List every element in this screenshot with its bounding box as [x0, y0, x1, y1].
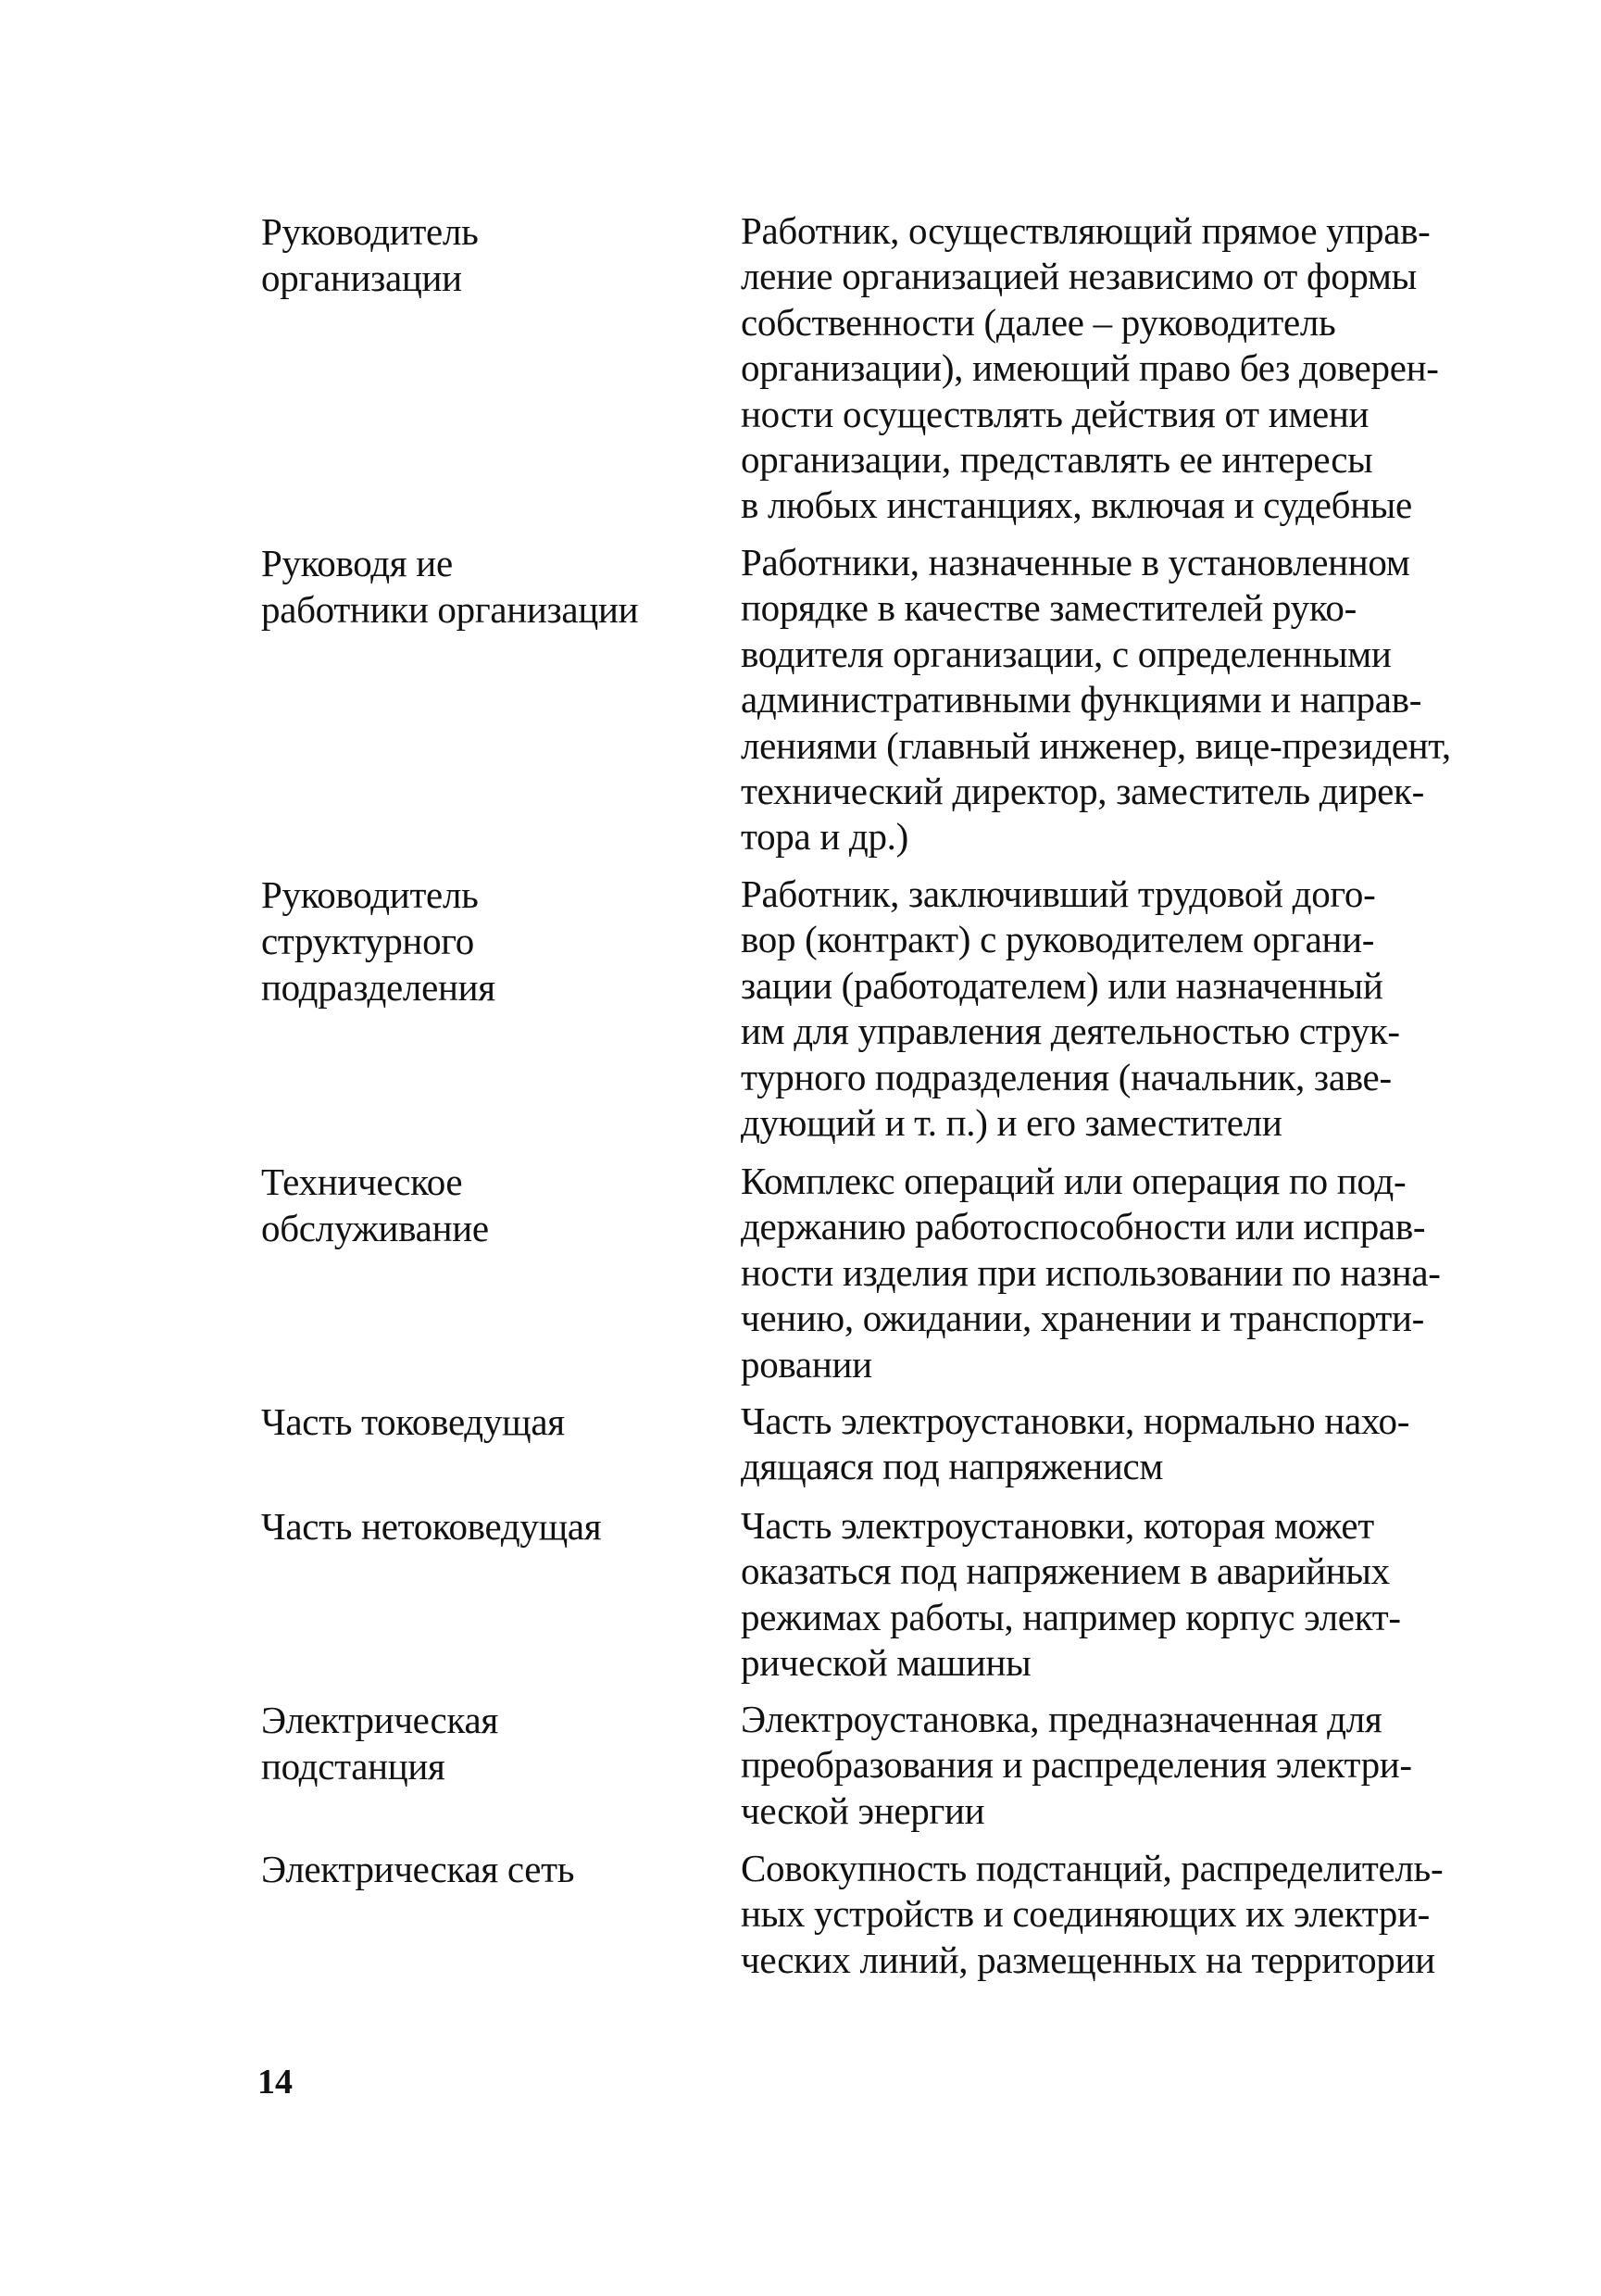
entry-term: Электрическая подстанция	[261, 1699, 498, 1788]
entry-term: Электрическая сеть	[261, 1848, 575, 1890]
entry-definition: Работник, осуществляющий прямое управ- ление организацией независимо от формы собственности (далее – руководитель организации), имеющий право без доверен- ности осуществлять действия от имени организации, представлять ее интересы в любых инстанциях, включая и судебные	[741, 209, 1439, 527]
entry-term: Часть токоведущая	[261, 1400, 565, 1443]
entry-term: Руководя ие работники организации	[261, 542, 639, 631]
page-number: 14	[257, 2063, 293, 2102]
entry-definition: Совокупность подстанций, распределитель- ных устройств и соединяющих их электри- ческих линий, размещенных на территории	[741, 1847, 1444, 1981]
entry-definition: Работники, назначенные в установленном порядке в качестве заместителей руко- водителя организации, с определенными административными функциями и направ- лениями (главный инженер, вице-президент, технический директор, заместитель дирек- тора и др.)	[741, 541, 1451, 859]
entry-definition: Часть электроустановки, которая может оказаться под напряжением в аварийных режимах работы, например корпус элект- рической машины	[741, 1504, 1401, 1685]
entry-term: Руководитель организации	[261, 210, 479, 299]
entry-term: Техническое обслуживание	[261, 1161, 489, 1249]
entry-definition: Часть электроустановки, нормально нахо- дящаяся под напряженисм	[741, 1399, 1410, 1488]
entry-definition: Комплекс операций или операция по под- держанию работоспособности или исправ- ности изделия при использовании по назна- чению, ожидании, хранении и транспорти- ровании	[741, 1160, 1441, 1386]
entry-definition: Работник, заключивший трудовой дого- вор (контракт) с руководителем органи- зации (работодателем) или назначенный им для управления деятельностью струк- турного подразделения (начальник, заве- дующий и т. п.) и его заместители	[741, 872, 1400, 1145]
entry-term: Часть нетоковедущая	[261, 1505, 602, 1548]
entry-term: Руководитель структурного подразделения	[261, 873, 495, 1009]
entry-definition: Электроустановка, предназначенная для преобразования и распределения электри- ческой энергии	[741, 1698, 1412, 1832]
